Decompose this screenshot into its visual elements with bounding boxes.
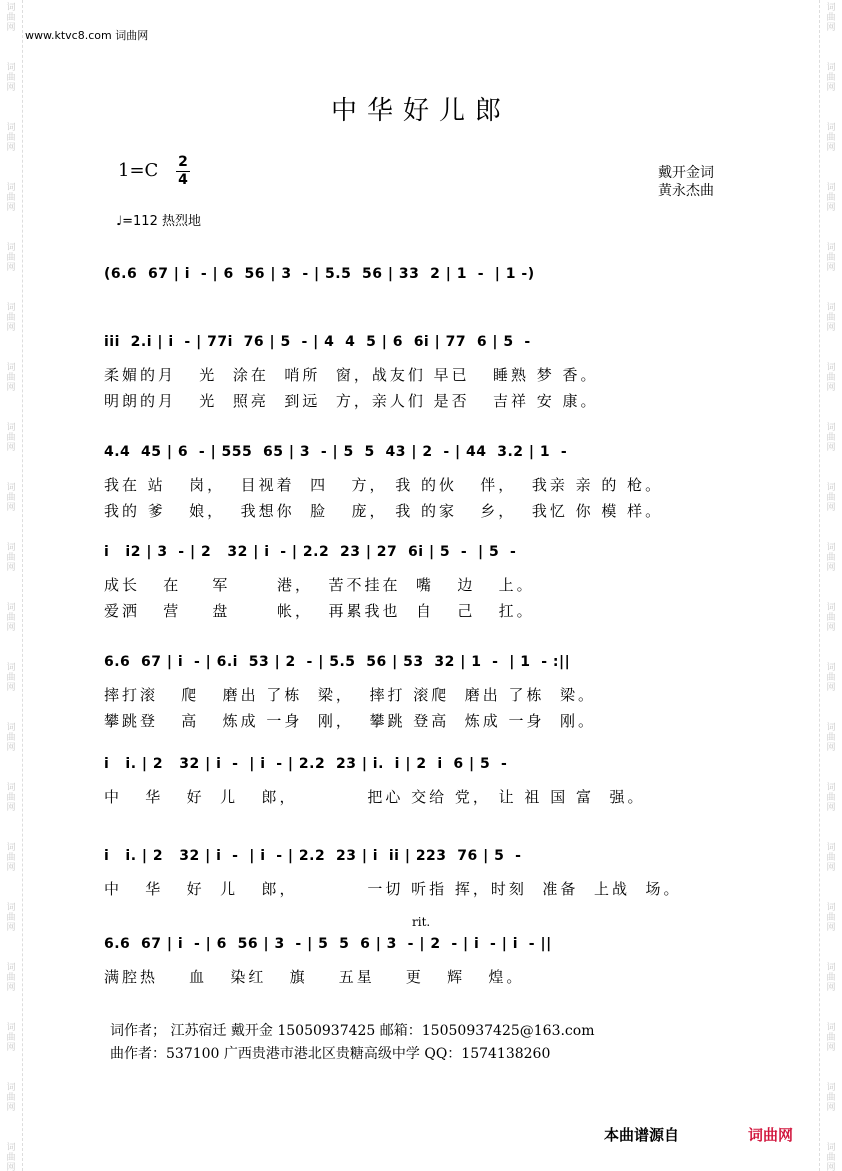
lyric-line: 中 华 好 儿 郎， 把心 交给 党， 让 祖 国 富 强。 [104,788,646,806]
lyric-line: 中 华 好 儿 郎， 一切 听指 挥，时刻 准备 上战 场。 [104,880,682,898]
lyric-line: 柔媚的月 光 涂在 哨所 窗，战友们 早已 睡熟 梦 香。 [104,366,599,384]
watermark-text: 词 曲 网 [6,243,16,273]
lyric-line: 明朗的月 光 照亮 到远 方，亲人们 是否 吉祥 安 康。 [104,392,599,410]
composer-credit: 黄永杰曲 [658,183,714,199]
time-signature [176,155,190,188]
author-footer [110,1020,594,1066]
notation-text: iii 2.i | i - | 77i 76 | 5 - | 4 4 5 | 6 6i | 77 6 | 5 - [104,334,531,350]
notation-line [104,752,744,778]
lyricist-credit: 戴开金词 [658,165,714,181]
watermark-text: 词 曲 网 [826,903,836,933]
notation-text: i i. | 2 32 | i - | i - | 2.2 23 | i ii | 223 76 | 5 - [104,848,522,864]
ritardando-mark: rit. [412,915,431,929]
watermark-text: 词 曲 网 [6,183,16,213]
notation-text: 4.4 45 | 6 - | 555 65 | 3 - | 5 5 43 | 2 - | 44 3.2 | 1 - [104,444,568,460]
watermark-text: 词 曲 网 [6,63,16,93]
brand-logo[interactable]: 词曲网 [748,1126,794,1144]
watermark-text: 词 曲 网 [826,63,836,93]
lyricist-info: 词作者； 江苏宿迁 戴开金 15050937425 邮箱：15050937425@163.com [110,1023,595,1039]
composer-info: 曲作者：537100 广西贵港市港北区贵糖高级中学 QQ：1574138260 [110,1046,551,1062]
notation-line [104,650,744,676]
notation-text: i i. | 2 32 | i - | i - | 2.2 23 | i. i | 2 i 6 | 5 - [104,756,508,772]
lyric-line: 成长 在 军 港， 苦不挂在 嘴 边 上。 [104,576,535,594]
watermark-text: 词 曲 网 [826,1083,836,1113]
watermark-text: 词 曲 网 [826,783,836,813]
lyric-line: 攀跳登 高 炼成 一身 刚， 攀跳 登高 炼成 一身 刚。 [104,712,597,730]
watermark-text: 词 曲 网 [6,543,16,573]
watermark-text: 词 曲 网 [6,1083,16,1113]
time-top: 2 [178,154,188,170]
watermark-strip-left [0,0,23,1171]
notation-line [104,540,744,566]
notation-text: (6.6 67 | i - | 6 56 | 3 - | 5.5 56 | 33 2 | 1 - | 1 -) [104,266,535,282]
watermark-text: 词 曲 网 [6,303,16,333]
credits [658,164,714,200]
watermark-text: 词 曲 网 [826,843,836,873]
watermark-text: 词 曲 网 [6,123,16,153]
song-title: 中华好儿郎 [330,96,511,126]
watermark-strip-right [819,0,842,1171]
tempo-marking: ♩=112 热烈地 [116,214,201,229]
lyric-line: 摔打滚 爬 磨出 了栋 梁， 摔打 滚爬 磨出 了栋 梁。 [104,686,597,704]
source-label: 本曲谱源自 [604,1126,680,1144]
watermark-text: 词 曲 网 [826,963,836,993]
watermark-text: 词 曲 网 [6,1023,16,1053]
watermark-text: 词 曲 网 [6,783,16,813]
notation-text: 6.6 67 | i - | 6 56 | 3 - | 5 5 6 | 3 - | 2 - | i - | i - || [104,936,552,952]
watermark-text: 词 曲 网 [6,483,16,513]
watermark-text: 词 曲 网 [6,423,16,453]
notation-line [104,844,744,870]
watermark-text: 词 曲 网 [826,603,836,633]
watermark-text: 词 曲 网 [6,603,16,633]
watermark-text: 词 曲 网 [826,1023,836,1053]
notation-line [104,440,744,466]
notation-line [104,932,744,958]
notation-line [104,262,744,288]
watermark-text: 词 曲 网 [826,723,836,753]
watermark-text: 词 曲 网 [6,843,16,873]
lyric-line: 满腔热 血 染红 旗 五星 更 辉 煌。 [104,968,525,986]
watermark-text: 词 曲 网 [826,303,836,333]
watermark-text: 词 曲 网 [826,483,836,513]
watermark-text: 词 曲 网 [826,663,836,693]
watermark-text: 词 曲 网 [826,123,836,153]
notation-text: i i2 | 3 - | 2 32 | i - | 2.2 23 | 27 6i | 5 - | 5 - [104,544,517,560]
site-url[interactable]: www.ktvc8.com 词曲网 [25,29,149,42]
watermark-text: 词 曲 网 [826,183,836,213]
watermark-text: 词 曲 网 [826,243,836,273]
lyric-line: 我的 爹 娘， 我想你 脸 庞， 我 的家 乡， 我忆 你 模 样。 [104,502,664,520]
notation-line [104,330,744,356]
watermark-text: 词 曲 网 [826,1143,836,1171]
watermark-text: 词 曲 网 [826,363,836,393]
watermark-text: 词 曲 网 [6,963,16,993]
watermark-text: 词 曲 网 [6,723,16,753]
time-bottom: 4 [178,172,188,188]
notation-text: 6.6 67 | i - | 6.i 53 | 2 - | 5.5 56 | 53 32 | 1 - | 1 - :|| [104,654,571,670]
watermark-text: 词 曲 网 [826,543,836,573]
watermark-text: 词 曲 网 [826,423,836,453]
watermark-text: 词 曲 网 [6,663,16,693]
watermark-text: 词 曲 网 [6,903,16,933]
watermark-text: 词 曲 网 [6,363,16,393]
key-signature: 1=C [118,160,159,181]
watermark-text: 词 曲 网 [6,3,16,33]
watermark-text: 词 曲 网 [6,1143,16,1171]
lyric-line: 爱洒 营 盘 帐， 再累我也 自 己 扛。 [104,602,535,620]
lyric-line: 我在 站 岗， 目视着 四 方， 我 的伙 伴， 我亲 亲 的 枪。 [104,476,664,494]
watermark-text: 词 曲 网 [826,3,836,33]
